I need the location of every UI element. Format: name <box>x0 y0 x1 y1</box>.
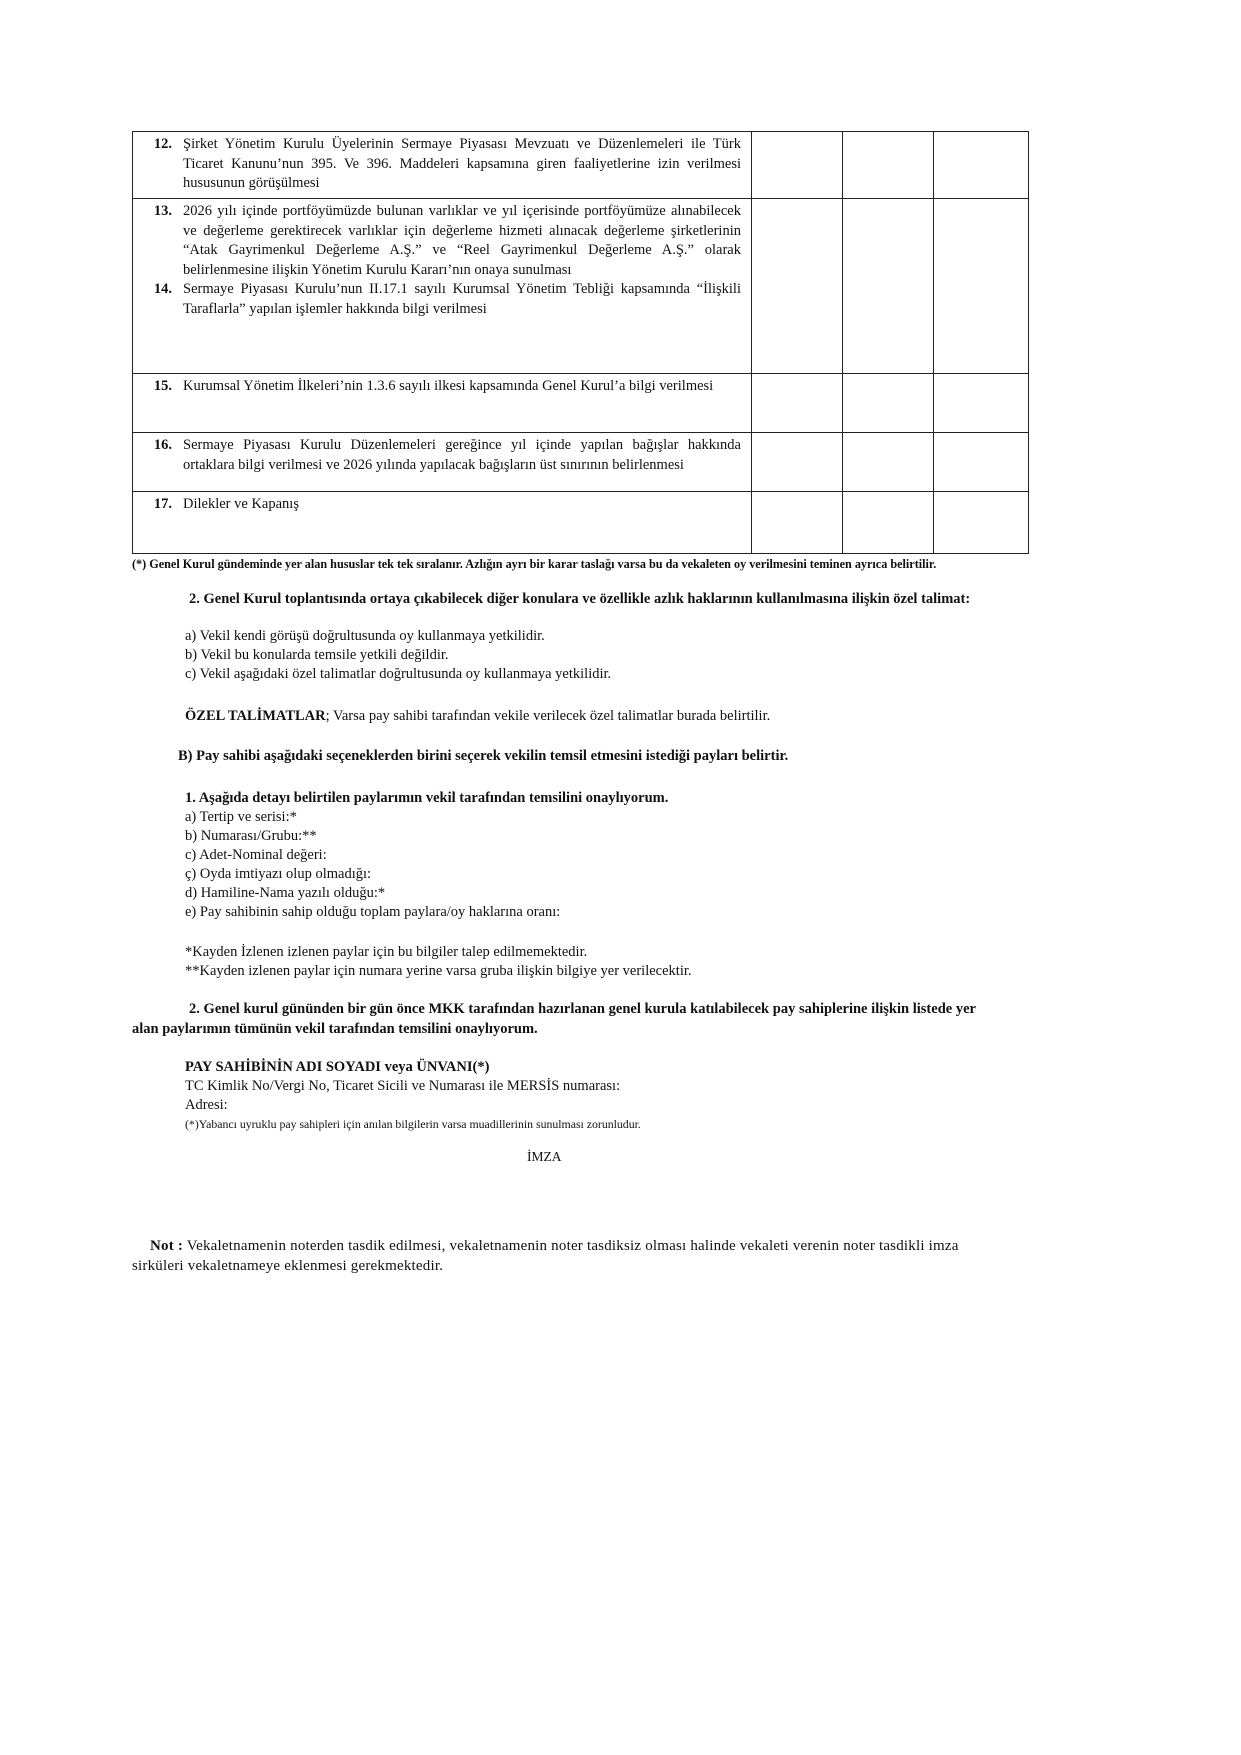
b1-block <box>185 789 668 922</box>
agenda-text: Kurumsal Yönetim İlkeleri’nin 1.3.6 sayılı ilkesi kapsamında Genel Kurul’a bilgi verilmesi <box>183 378 714 394</box>
b1-item: e) Pay sahibinin sahip olduğu toplam paylara/oy haklarına oranı: <box>185 904 561 920</box>
option-c: c) Vekil aşağıdaki özel talimatlar doğrultusunda oy kullanmaya yetkilidir. <box>185 666 612 682</box>
vote-cell-reject[interactable] <box>843 199 934 374</box>
b1-heading: 1. Aşağıda detayı belirtilen paylarımın vekil tarafından temsilini onaylıyorum. <box>185 790 669 806</box>
agenda-number: 15. <box>153 378 172 394</box>
vote-cell-reject[interactable] <box>843 374 934 433</box>
agenda-number: 12. <box>153 136 172 152</box>
agenda-item-12 <box>133 132 752 199</box>
vote-cell-dissent[interactable] <box>934 433 1029 492</box>
table-row <box>133 374 1029 433</box>
special-instructions-label: ÖZEL TALİMATLAR <box>185 708 326 724</box>
agenda-text: Sermaye Piyasası Kurulu Düzenlemeleri gereğince yıl içinde yapılan bağışlar hakkında ortaklara bilgi verilmesi ve 2026 yılında yapılacak bağışların üst sınırının belirlenmesi <box>183 437 741 473</box>
b1-note: **Kayden izlenen paylar için numara yerine varsa gruba ilişkin bilgiye yer verilecektir. <box>185 963 692 979</box>
note-text: Vekaletnamenin noterden tasdik edilmesi, vekaletnamenin noter tasdiksiz olması halinde vekaleti verenin noter tasdikli imza sirküleri vekaletnameye eklenmesi gerekmektedir. <box>132 1238 959 1274</box>
vote-cell-reject[interactable] <box>843 132 934 199</box>
agenda-number: 16. <box>153 437 172 453</box>
b1-note: *Kayden İzlenen izlenen paylar için bu bilgiler talep edilmemektedir. <box>185 944 588 960</box>
special-instructions-text: ; Varsa pay sahibi tarafından vekile verilecek özel talimatlar burada belirtilir. <box>325 708 771 724</box>
agenda-item-15 <box>133 374 752 433</box>
agenda-text: Dilekler ve Kapanış <box>183 496 299 512</box>
shareholder-heading: PAY SAHİBİNİN ADI SOYADI veya ÜNVANI(*) <box>185 1059 490 1075</box>
b1-item: c) Adet-Nominal değeri: <box>185 847 327 863</box>
option-list <box>185 627 611 684</box>
vote-cell-accept[interactable] <box>752 374 843 433</box>
agenda-table <box>132 131 1029 554</box>
section-b-heading: B) Pay sahibi aşağıdaki seçeneklerden birini seçerek vekilin temsil etmesini istediği payları belirtir. <box>178 748 789 764</box>
agenda-text: 2026 yılı içinde portföyümüzde bulunan varlıklar ve yıl içerisinde portföyümüze alınabilecek ve değerleme gerektirecek varlıklar için değerleme hizmeti alınacak değerleme şirketlerinin “Atak Gayrimenkul Değerleme A.Ş.” ve “Reel Gayrimenkul Değerleme A.Ş.” olarak belirlenmesine ilişkin Yönetim Kurulu Kararı’nın onaya sunulması <box>183 203 741 278</box>
vote-cell-accept[interactable] <box>752 132 843 199</box>
b1-item: ç) Oyda imtiyazı olup olmadığı: <box>185 866 372 882</box>
notary-note <box>132 1236 976 1276</box>
option-a: a) Vekil kendi görüşü doğrultusunda oy kullanmaya yetkilidir. <box>185 628 545 644</box>
table-row <box>133 492 1029 554</box>
agenda-text: Sermaye Piyasası Kurulu’nun II.17.1 sayılı Kurumsal Yönetim Tebliği kapsamında “İlişkili Taraflarla” yapılan işlemler hakkında bilgi verilmesi <box>183 281 741 317</box>
foreign-shareholder-note: (*)Yabancı uyruklu pay sahipleri için anılan bilgilerin varsa muadillerinin sunulması zorunludur. <box>185 1117 641 1131</box>
b1-item: b) Numarası/Grubu:** <box>185 828 317 844</box>
vote-cell-reject[interactable] <box>843 492 934 554</box>
signature-label: İMZA <box>527 1149 562 1164</box>
agenda-item-16 <box>133 433 752 492</box>
vote-cell-dissent[interactable] <box>934 374 1029 433</box>
agenda-number: 17. <box>153 496 172 512</box>
vote-cell-dissent[interactable] <box>934 199 1029 374</box>
special-instructions <box>185 707 770 726</box>
note-label: Not : <box>150 1238 184 1254</box>
agenda-number: 14. <box>153 281 172 297</box>
shareholder-id-line: TC Kimlik No/Vergi No, Ticaret Sicili ve Numarası ile MERSİS numarası: <box>185 1078 621 1094</box>
table-row <box>133 132 1029 199</box>
agenda-footnote: (*) Genel Kurul gündeminde yer alan hususlar tek tek sıralanır. Azlığın ayrı bir karar taslağı varsa bu da vekaleten oy verilmesini teminen ayrıca belirtilir. <box>132 557 937 571</box>
vote-cell-dissent[interactable] <box>934 492 1029 554</box>
vote-cell-accept[interactable] <box>752 492 843 554</box>
vote-cell-dissent[interactable] <box>934 132 1029 199</box>
agenda-text: Şirket Yönetim Kurulu Üyelerinin Sermaye Piyasası Mevzuatı ve Düzenlemeleri ile Türk Ticaret Kanunu’nun 395. Ve 396. Maddeleri kapsamına giren faaliyetlerine izin verilmesi hususunun görüşülmesi <box>183 136 741 191</box>
agenda-item-13-14 <box>133 199 752 374</box>
vote-cell-accept[interactable] <box>752 433 843 492</box>
shareholder-address: Adresi: <box>185 1097 228 1113</box>
vote-cell-accept[interactable] <box>752 199 843 374</box>
agenda-item-17 <box>133 492 752 554</box>
agenda-number: 13. <box>153 203 172 219</box>
b2-statement: 2. Genel kurul gününden bir gün önce MKK tarafından hazırlanan genel kurula katılabilecek pay sahiplerine ilişkin listede yer alan paylarımın tümünün vekil tarafından temsilini onaylıyorum. <box>132 1001 976 1037</box>
section2-heading: 2. Genel Kurul toplantısında ortaya çıkabilecek diğer konulara ve özellikle azlık haklarının kullanılmasına ilişkin özel talimat: <box>189 591 971 607</box>
b1-item: d) Hamiline-Nama yazılı olduğu:* <box>185 885 386 901</box>
b1-item: a) Tertip ve serisi:* <box>185 809 297 825</box>
b1-notes <box>185 943 692 981</box>
option-b: b) Vekil bu konularda temsile yetkili değildir. <box>185 647 449 663</box>
shareholder-block <box>185 1058 641 1134</box>
table-row <box>133 199 1029 374</box>
vote-cell-reject[interactable] <box>843 433 934 492</box>
table-row <box>133 433 1029 492</box>
